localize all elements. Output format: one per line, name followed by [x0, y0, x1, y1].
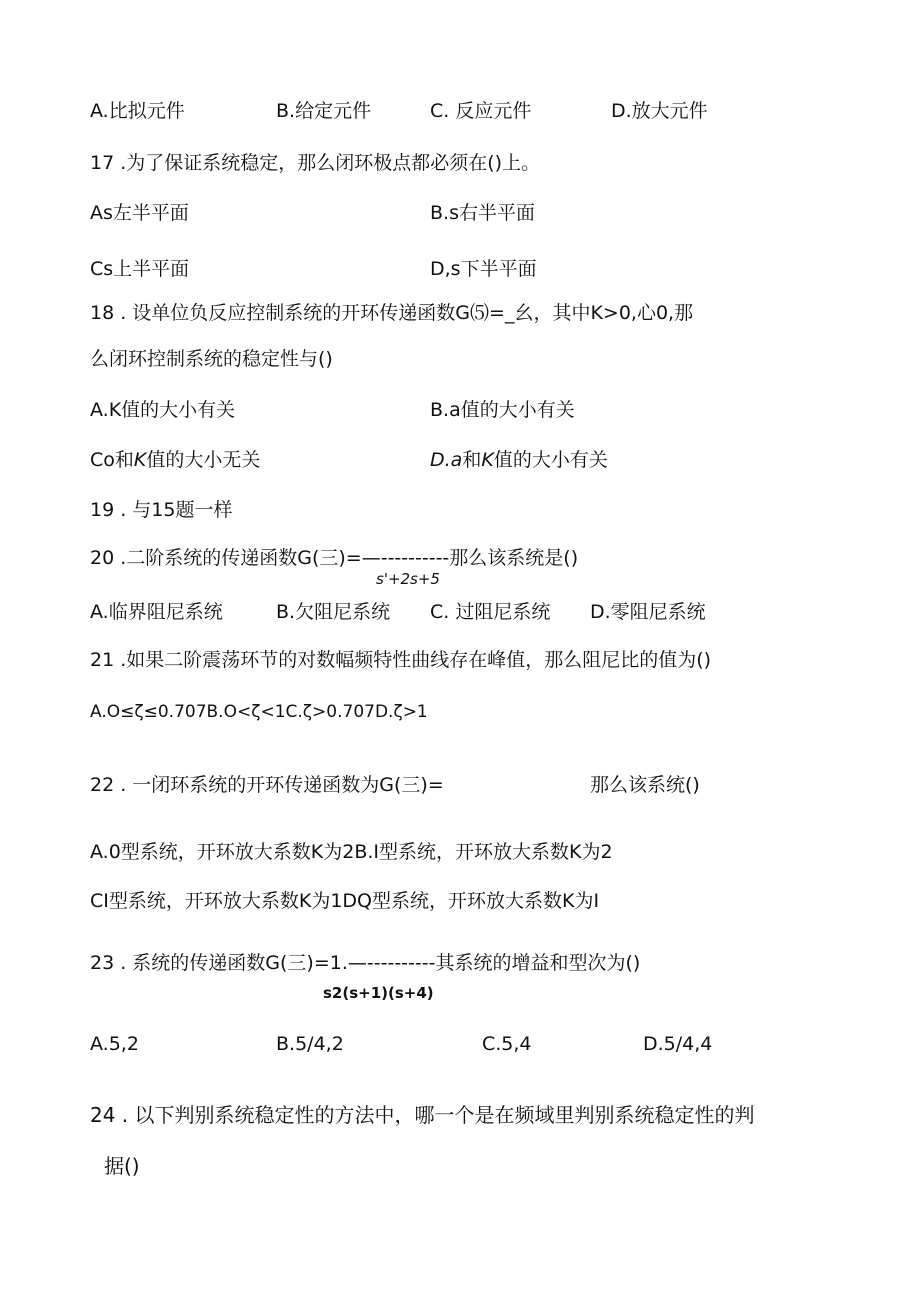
q24-stem-line1: 24 . 以下判别系统稳定性的方法中，哪一个是在频域里判别系统稳定性的判 — [90, 1103, 755, 1127]
q18-option-d-k: K — [481, 449, 494, 471]
q18-option-d-suffix: 值的大小有关 — [493, 449, 608, 471]
q20-option-b: B.欠阻尼系统 — [276, 601, 391, 623]
q18-stem-line1: 18 . 设单位负反应控制系统的开环传递函数G⑸=_幺，其中K>0,心0,那 — [90, 302, 694, 324]
q18-option-c-k: K — [133, 449, 147, 471]
q18-option-d-prefix: D.a — [430, 449, 463, 471]
q23-option-a: A.5,2 — [90, 1033, 139, 1055]
q22-stem-right: 那么该系统() — [590, 774, 700, 796]
q16-option-d: D.放大元件 — [611, 100, 708, 122]
q20-stem: 20 .二阶系统的传递函数G(三)=—----------那么该系统是() — [90, 547, 579, 569]
q22-options-line2: CI型系统，开环放大系数K为1DQ型系统，开环放大系数K为I — [90, 890, 600, 912]
q18-stem-line2: 么闭环控制系统的稳定性与() — [90, 348, 333, 370]
q16-option-c: C. 反应元件 — [430, 100, 532, 122]
q22-stem-left: 22 . 一闭环系统的开环传递函数为G(三)= — [90, 774, 444, 796]
q23-stem: 23 . 系统的传递函数G(三)=1.—----------其系统的增益和型次为() — [90, 952, 641, 974]
q17-option-a: As左半平面 — [90, 202, 189, 224]
q16-option-b: B.给定元件 — [276, 100, 372, 122]
q17-stem: 17 .为了保证系统稳定，那么闭环极点都必须在()上。 — [90, 152, 541, 174]
q18-option-b: B.a值的大小有关 — [430, 399, 575, 421]
q21-stem: 21 .如果二阶震荡环节的对数幅频特性曲线存在峰值，那么阻尼比的值为() — [90, 649, 712, 671]
q18-option-c-prefix: Co和 — [90, 449, 134, 471]
q23-option-d: D.5/4,4 — [643, 1033, 713, 1055]
q18-option-d — [430, 448, 608, 472]
q19-stem: 19 . 与15题一样 — [90, 499, 233, 521]
q23-option-c: C.5,4 — [482, 1033, 532, 1055]
q22-options-line1: A.0型系统，开环放大系数K为2B.I型系统，开环放大系数K为2 — [90, 841, 613, 863]
q20-option-d: D.零阻尼系统 — [590, 601, 706, 623]
q18-option-c-suffix: 值的大小无关 — [146, 449, 261, 471]
q20-option-a: A.临界阻尼系统 — [90, 601, 223, 623]
q23-denominator: s2(s+1)(s+4) — [323, 984, 434, 1002]
q18-option-d-mid: 和 — [462, 449, 482, 471]
q24-stem-line2: 据() — [104, 1154, 140, 1178]
q16-option-a: A.比拟元件 — [90, 100, 185, 122]
q20-denominator: s'+2s+5 — [376, 570, 440, 588]
q20-option-c: C. 过阻尼系统 — [430, 601, 551, 623]
q17-option-b: B.s右半平面 — [430, 202, 535, 224]
q23-option-b: B.5/4,2 — [276, 1033, 344, 1055]
q18-option-a: A.K值的大小有关 — [90, 399, 236, 421]
q17-option-c: Cs上半平面 — [90, 258, 190, 280]
q17-option-d: D,s下半平面 — [430, 258, 537, 280]
q18-option-c — [90, 448, 260, 472]
q21-options: A.O≤ζ≤0.707B.O<ζ<1C.ζ>0.707D.ζ>1 — [90, 702, 428, 722]
